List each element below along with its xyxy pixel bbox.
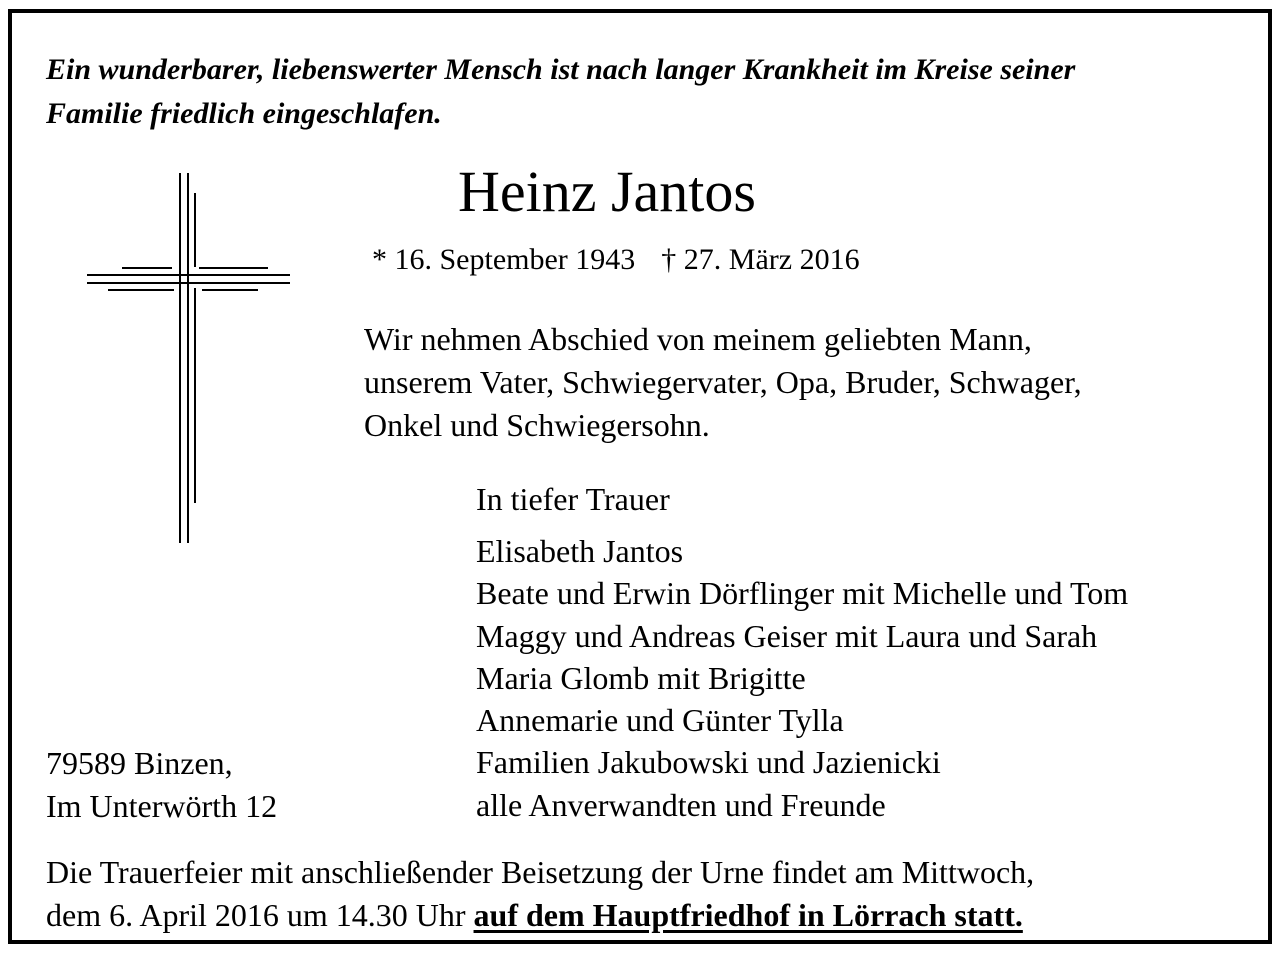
funeral-date-time: dem 6. April 2016 um 14.30 Uhr	[46, 897, 474, 933]
mourner-item: alle Anverwandten und Freunde	[476, 786, 886, 823]
address-line-1: 79589 Binzen,	[46, 745, 233, 781]
mourner-item: Elisabeth Jantos	[476, 533, 684, 569]
family-address	[46, 742, 277, 827]
deceased-name: Heinz Jantos	[458, 159, 756, 224]
address-line-2: Im Unterwörth 12	[46, 787, 278, 824]
farewell-line-3: Onkel und Schwiegersohn.	[364, 407, 710, 443]
mourner-item: Beate und Erwin Dörflinger mit Michelle und Tom	[476, 575, 1129, 612]
mourners-list	[476, 530, 1128, 826]
farewell-line-2: unserem Vater, Schwiegervater, Opa, Bruder, Schwager,	[364, 364, 1082, 400]
farewell-text	[364, 318, 1082, 447]
intro-line-2: Familie friedlich eingeschlafen.	[46, 97, 442, 130]
death-date: † 27. März 2016	[661, 243, 860, 276]
obituary-frame	[8, 9, 1272, 944]
life-dates	[372, 239, 860, 281]
mourner-item: Familien Jakubowski und Jazienicki	[476, 744, 941, 781]
mourner-item: Annemarie und Günter Tylla	[476, 702, 844, 739]
cross-icon	[78, 173, 298, 558]
farewell-line-1: Wir nehmen Abschied von meinem geliebten Mann,	[364, 321, 1032, 357]
intro-line-1: Ein wunderbarer, liebenswerter Mensch ist nach langer Krankheit im Kreise seiner	[46, 53, 1076, 86]
funeral-line-1: Die Trauerfeier mit anschließender Beisetzung der Urne findet am Mittwoch,	[46, 854, 1035, 890]
funeral-line-2	[46, 894, 1034, 937]
mourning-heading: In tiefer Trauer	[476, 481, 670, 517]
intro-text	[46, 48, 1075, 136]
birth-date: * 16. September 1943	[372, 243, 636, 276]
mourner-item: Maria Glomb mit Brigitte	[476, 659, 806, 696]
mourner-item: Maggy und Andreas Geiser mit Laura und Sarah	[476, 617, 1098, 654]
funeral-location: auf dem Hauptfriedhof in Lörrach statt.	[473, 897, 1023, 933]
funeral-notice	[46, 851, 1034, 937]
